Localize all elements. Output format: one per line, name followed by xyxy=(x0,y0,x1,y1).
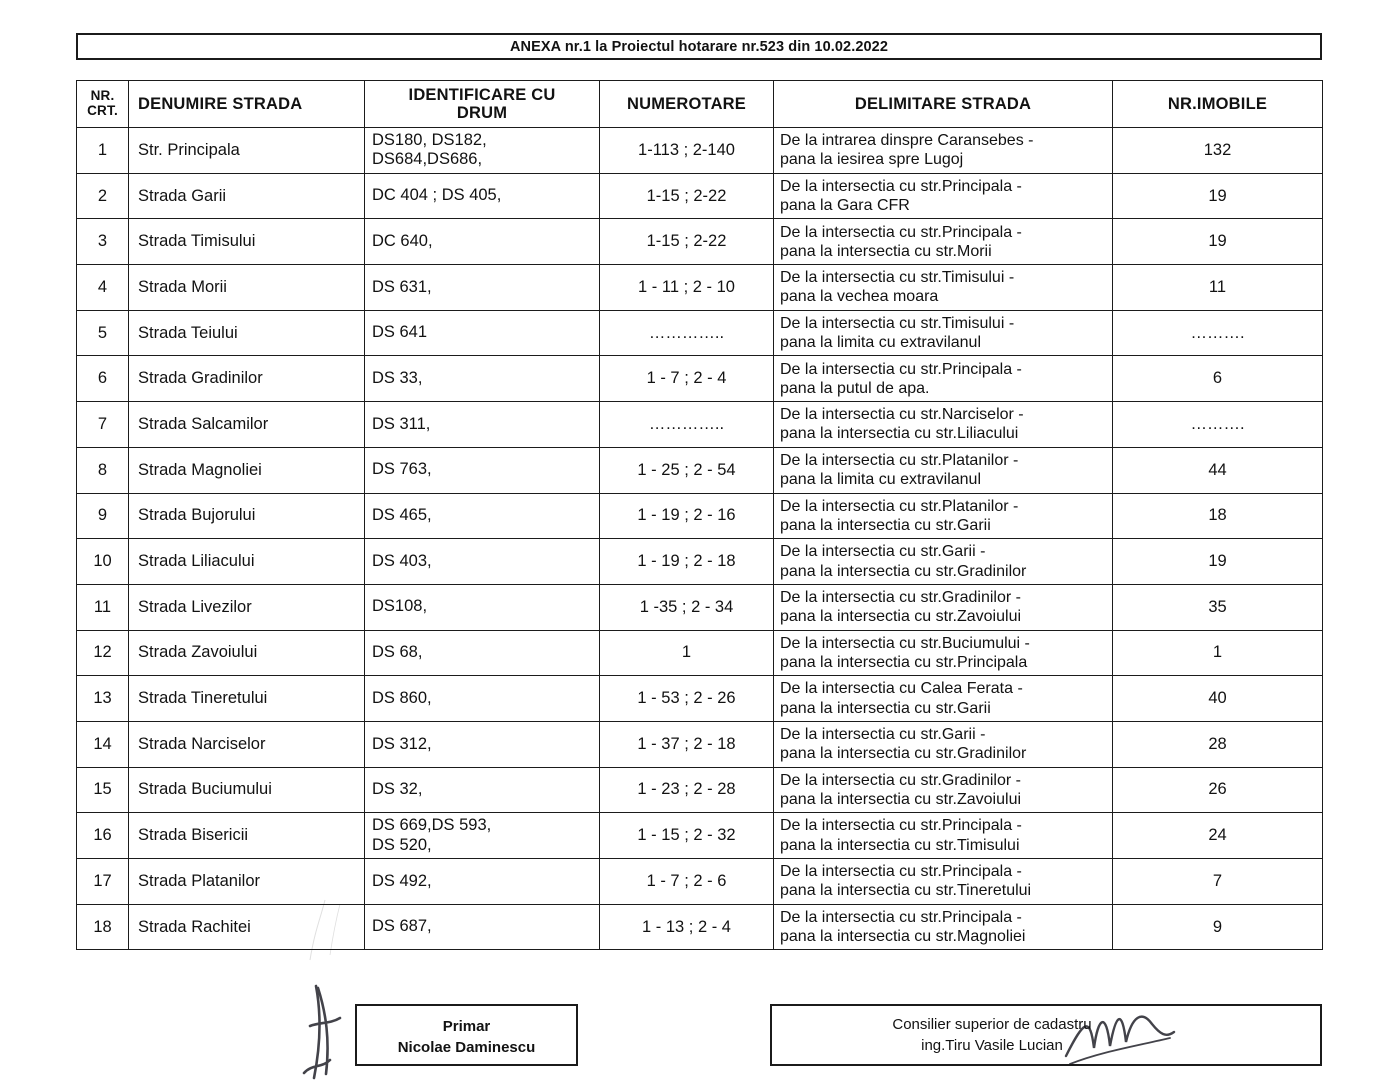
cell-delimitare-line2: pana la putul de apa. xyxy=(780,379,930,397)
cell-delimitare-strada xyxy=(774,219,1113,265)
cell-identificare-line1: DS 687, xyxy=(372,917,432,936)
cell-delimitare-line2: pana la intersectia cu str.Magnoliei xyxy=(780,928,1026,946)
table-row xyxy=(77,265,1323,311)
cell-delimitare-strada xyxy=(774,310,1113,356)
cell-delimitare-line1: De la intersectia cu Calea Ferata - xyxy=(780,680,1023,698)
cell-numerotare: 1 - 19 ; 2 - 16 xyxy=(600,493,774,539)
cell-delimitare-line1: De la intersectia cu str.Garii - xyxy=(780,726,986,744)
cell-identificare-drum xyxy=(365,539,600,585)
cadastru-name: ing.Tiru Vasile Lucian xyxy=(921,1037,1063,1055)
cell-identificare-drum xyxy=(365,630,600,676)
cell-nr-crt: 10 xyxy=(77,539,129,585)
cell-denumire-strada: Strada Teiului xyxy=(129,310,365,356)
table-row xyxy=(77,676,1323,722)
cell-numerotare: 1 xyxy=(600,630,774,676)
cell-identificare-line1: DS 631, xyxy=(372,277,432,296)
cell-delimitare-line2: pana la limita cu extravilanul xyxy=(780,334,981,352)
cell-delimitare-line1: De la intersectia cu str.Platanilor - xyxy=(780,451,1019,469)
cell-nr-imobile: 19 xyxy=(1113,219,1323,265)
cell-nr-imobile: 132 xyxy=(1113,128,1323,174)
cell-delimitare-line2: pana la intersectia cu str.Zavoiului xyxy=(780,790,1022,808)
table-row xyxy=(77,447,1323,493)
cell-identificare-line1: DS 669,DS 593, xyxy=(372,816,492,835)
table-row xyxy=(77,813,1323,859)
cell-nr-crt: 6 xyxy=(77,356,129,402)
cell-denumire-strada: Strada Tineretului xyxy=(129,676,365,722)
cell-identificare-drum xyxy=(365,584,600,630)
cell-numerotare: 1 - 15 ; 2 - 32 xyxy=(600,813,774,859)
cell-nr-imobile: ………. xyxy=(1113,310,1323,356)
column-header-identificare-cu-drum xyxy=(365,81,600,128)
table-row xyxy=(77,539,1323,585)
cell-identificare-line1: DS 312, xyxy=(372,734,432,753)
cell-delimitare-line2: pana la intersectia cu str.Tineretului xyxy=(780,882,1032,900)
cell-delimitare-strada xyxy=(774,447,1113,493)
cell-delimitare-line1: De la intersectia cu str.Principala - xyxy=(780,177,1022,195)
cell-nr-imobile: 24 xyxy=(1113,813,1323,859)
column-header-nr-imobile: NR.IMOBILE xyxy=(1113,81,1323,128)
cell-nr-imobile: 6 xyxy=(1113,356,1323,402)
table-row xyxy=(77,219,1323,265)
cell-nr-imobile: ………. xyxy=(1113,402,1323,448)
cell-delimitare-line2: pana la intersectia cu str.Garii xyxy=(780,516,991,534)
cell-numerotare: ………….. xyxy=(600,310,774,356)
cell-denumire-strada: Strada Rachitei xyxy=(129,904,365,950)
cell-nr-imobile: 28 xyxy=(1113,721,1323,767)
cell-identificare-drum xyxy=(365,402,600,448)
primar-title: Primar xyxy=(442,1018,491,1035)
cell-denumire-strada: Strada Liliacului xyxy=(129,539,365,585)
cell-nr-crt: 7 xyxy=(77,402,129,448)
cell-denumire-strada: Strada Bisericii xyxy=(129,813,365,859)
table-row xyxy=(77,859,1323,905)
cell-numerotare: 1 - 37 ; 2 - 18 xyxy=(600,721,774,767)
table-row xyxy=(77,402,1323,448)
cell-numerotare: 1 - 7 ; 2 - 6 xyxy=(600,859,774,905)
cell-denumire-strada: Strada Platanilor xyxy=(129,859,365,905)
table-row xyxy=(77,128,1323,174)
cell-nr-imobile: 40 xyxy=(1113,676,1323,722)
table-row xyxy=(77,173,1323,219)
cell-identificare-line1: DS 403, xyxy=(372,551,432,570)
cell-identificare-line1: DC 404 ; DS 405, xyxy=(372,186,502,205)
cell-nr-crt: 14 xyxy=(77,721,129,767)
cell-delimitare-line2: pana la Gara CFR xyxy=(780,197,910,215)
cell-denumire-strada: Str. Principala xyxy=(129,128,365,174)
cell-nr-crt: 4 xyxy=(77,265,129,311)
cell-numerotare: 1-15 ; 2-22 xyxy=(600,219,774,265)
cell-delimitare-strada xyxy=(774,539,1113,585)
table-row xyxy=(77,630,1323,676)
table-row xyxy=(77,493,1323,539)
cell-denumire-strada: Strada Narciselor xyxy=(129,721,365,767)
table-header-row xyxy=(77,81,1323,128)
cell-identificare-drum xyxy=(365,219,600,265)
cell-identificare-line1: DS 641 xyxy=(372,323,428,342)
cell-nr-crt: 9 xyxy=(77,493,129,539)
cell-identificare-drum xyxy=(365,904,600,950)
cell-identificare-line1: DS 763, xyxy=(372,460,432,479)
cell-identificare-line1: DS 311, xyxy=(372,414,431,433)
column-header-numerotare: NUMEROTARE xyxy=(600,81,774,128)
table-row xyxy=(77,584,1323,630)
cadastru-title: Consilier superior de cadastru xyxy=(892,1016,1092,1033)
cell-denumire-strada: Strada Zavoiului xyxy=(129,630,365,676)
cell-numerotare: 1 - 25 ; 2 - 54 xyxy=(600,447,774,493)
cell-delimitare-strada xyxy=(774,265,1113,311)
cell-delimitare-strada xyxy=(774,173,1113,219)
cell-delimitare-line2: pana la vechea moara xyxy=(780,288,939,306)
primar-signature-box xyxy=(355,1004,578,1066)
cell-identificare-drum xyxy=(365,447,600,493)
cell-numerotare: 1-113 ; 2-140 xyxy=(600,128,774,174)
cell-identificare-drum xyxy=(365,721,600,767)
column-header-identificare-line1: IDENTIFICARE CU xyxy=(408,85,556,104)
cell-nr-imobile: 9 xyxy=(1113,904,1323,950)
cell-denumire-strada: Strada Livezilor xyxy=(129,584,365,630)
cell-delimitare-strada xyxy=(774,402,1113,448)
cell-nr-crt: 16 xyxy=(77,813,129,859)
cell-nr-crt: 17 xyxy=(77,859,129,905)
cell-identificare-line1: DS 32, xyxy=(372,780,423,799)
cell-numerotare: 1 -35 ; 2 - 34 xyxy=(600,584,774,630)
cell-nr-imobile: 11 xyxy=(1113,265,1323,311)
cell-identificare-drum xyxy=(365,859,600,905)
cell-denumire-strada: Strada Salcamilor xyxy=(129,402,365,448)
cell-delimitare-line1: De la intersectia cu str.Timisului - xyxy=(780,314,1015,332)
cell-identificare-line1: DS 492, xyxy=(372,871,432,890)
cell-delimitare-strada xyxy=(774,128,1113,174)
cell-numerotare: 1 - 11 ; 2 - 10 xyxy=(600,265,774,311)
cell-nr-crt: 8 xyxy=(77,447,129,493)
cell-delimitare-line2: pana la intersectia cu str.Morii xyxy=(780,242,992,260)
cell-delimitare-line1: De la intrarea dinspre Caransebes - xyxy=(780,132,1034,150)
cell-nr-crt: 1 xyxy=(77,128,129,174)
cell-delimitare-line1: De la intersectia cu str.Timisului - xyxy=(780,269,1015,287)
cell-delimitare-strada xyxy=(774,630,1113,676)
cell-delimitare-line2: pana la intersectia cu str.Timisului xyxy=(780,836,1020,854)
cell-delimitare-line2: pana la intersectia cu str.Gradinilor xyxy=(780,562,1027,580)
cell-numerotare: 1 - 53 ; 2 - 26 xyxy=(600,676,774,722)
cell-numerotare: 1-15 ; 2-22 xyxy=(600,173,774,219)
cell-delimitare-line1: De la intersectia cu str.Garii - xyxy=(780,543,986,561)
cell-delimitare-strada xyxy=(774,813,1113,859)
cell-numerotare: 1 - 7 ; 2 - 4 xyxy=(600,356,774,402)
cell-delimitare-line2: pana la intersectia cu str.Zavoiului xyxy=(780,608,1022,626)
cell-identificare-line1: DS 860, xyxy=(372,688,432,707)
cell-nr-imobile: 19 xyxy=(1113,173,1323,219)
cell-nr-imobile: 26 xyxy=(1113,767,1323,813)
cell-denumire-strada: Strada Gradinilor xyxy=(129,356,365,402)
cell-identificare-drum xyxy=(365,356,600,402)
cell-nr-crt: 12 xyxy=(77,630,129,676)
cell-identificare-drum xyxy=(365,265,600,311)
cell-delimitare-strada xyxy=(774,767,1113,813)
cell-delimitare-line1: De la intersectia cu str.Principala - xyxy=(780,908,1022,926)
cell-delimitare-line1: De la intersectia cu str.Gradinilor - xyxy=(780,589,1021,607)
cell-delimitare-line2: pana la intersectia cu str.Liliacului xyxy=(780,425,1019,443)
cell-numerotare: 1 - 13 ; 2 - 4 xyxy=(600,904,774,950)
cell-denumire-strada: Strada Timisului xyxy=(129,219,365,265)
cell-identificare-drum xyxy=(365,310,600,356)
cell-delimitare-line2: pana la limita cu extravilanul xyxy=(780,471,981,489)
cell-nr-crt: 13 xyxy=(77,676,129,722)
cell-delimitare-line1: De la intersectia cu str.Buciumului - xyxy=(780,634,1030,652)
cell-identificare-drum xyxy=(365,493,600,539)
column-header-identificare-line2: DRUM xyxy=(456,104,508,122)
cell-identificare-line2: DS 520, xyxy=(372,835,432,854)
cell-nr-imobile: 1 xyxy=(1113,630,1323,676)
cell-delimitare-strada xyxy=(774,584,1113,630)
cell-identificare-line2: DS684,DS686, xyxy=(372,150,483,169)
cell-nr-crt: 2 xyxy=(77,173,129,219)
table-row xyxy=(77,767,1323,813)
table-row xyxy=(77,310,1323,356)
cell-denumire-strada: Strada Bujorului xyxy=(129,493,365,539)
document-header-band xyxy=(76,33,1322,60)
cell-nr-crt: 3 xyxy=(77,219,129,265)
cell-identificare-line1: DC 640, xyxy=(372,231,433,250)
table-body xyxy=(77,128,1323,950)
cell-numerotare: ………….. xyxy=(600,402,774,448)
cell-nr-imobile: 18 xyxy=(1113,493,1323,539)
cell-delimitare-line2: pana la iesirea spre Lugoj xyxy=(780,151,964,169)
cell-identificare-line1: DS180, DS182, xyxy=(372,130,487,149)
column-header-nr-line1: NR. xyxy=(90,88,115,104)
cell-numerotare: 1 - 19 ; 2 - 18 xyxy=(600,539,774,585)
cell-identificare-drum xyxy=(365,173,600,219)
cell-delimitare-line1: De la intersectia cu str.Principala - xyxy=(780,863,1022,881)
column-header-delimitare-strada: DELIMITARE STRADA xyxy=(774,81,1113,128)
column-header-denumire-strada: DENUMIRE STRADA xyxy=(129,81,365,128)
primar-name: Nicolae Daminescu xyxy=(397,1039,536,1057)
cell-delimitare-line2: pana la intersectia cu str.Gradinilor xyxy=(780,745,1027,763)
cell-denumire-strada: Strada Garii xyxy=(129,173,365,219)
cell-delimitare-line1: De la intersectia cu str.Platanilor - xyxy=(780,497,1019,515)
cell-delimitare-line1: De la intersectia cu str.Principala - xyxy=(780,223,1022,241)
cell-nr-imobile: 35 xyxy=(1113,584,1323,630)
cell-nr-crt: 15 xyxy=(77,767,129,813)
cell-delimitare-line1: De la intersectia cu str.Gradinilor - xyxy=(780,771,1021,789)
table-row xyxy=(77,721,1323,767)
streets-table xyxy=(76,80,1323,950)
cell-denumire-strada: Strada Buciumului xyxy=(129,767,365,813)
cell-identificare-line1: DS 68, xyxy=(372,643,423,662)
cell-nr-imobile: 19 xyxy=(1113,539,1323,585)
cell-nr-crt: 11 xyxy=(77,584,129,630)
cell-delimitare-line1: De la intersectia cu str.Narciselor - xyxy=(780,406,1024,424)
cell-delimitare-strada xyxy=(774,356,1113,402)
cell-delimitare-strada xyxy=(774,904,1113,950)
cell-delimitare-strada xyxy=(774,676,1113,722)
cell-identificare-line1: DS108, xyxy=(372,597,428,616)
table-row xyxy=(77,904,1323,950)
cell-delimitare-strada xyxy=(774,859,1113,905)
cell-nr-crt: 18 xyxy=(77,904,129,950)
cell-identificare-drum xyxy=(365,676,600,722)
cell-denumire-strada: Strada Magnoliei xyxy=(129,447,365,493)
cell-delimitare-strada xyxy=(774,721,1113,767)
table-row xyxy=(77,356,1323,402)
column-header-nr-line2: CRT. xyxy=(87,103,118,118)
cell-numerotare: 1 - 23 ; 2 - 28 xyxy=(600,767,774,813)
cell-identificare-drum xyxy=(365,767,600,813)
cell-identificare-line1: DS 465, xyxy=(372,506,432,525)
cell-delimitare-strada xyxy=(774,493,1113,539)
column-header-nr-crt xyxy=(77,81,129,128)
cell-nr-imobile: 7 xyxy=(1113,859,1323,905)
document-title: ANEXA nr.1 la Proiectul hotarare nr.523 din 10.02.2022 xyxy=(509,38,888,55)
cell-delimitare-line1: De la intersectia cu str.Principala - xyxy=(780,360,1022,378)
cell-identificare-line1: DS 33, xyxy=(372,369,423,388)
cell-identificare-drum xyxy=(365,813,600,859)
cell-nr-imobile: 44 xyxy=(1113,447,1323,493)
table-header xyxy=(77,81,1323,128)
cadastru-signature-box xyxy=(770,1004,1322,1066)
cell-nr-crt: 5 xyxy=(77,310,129,356)
cell-delimitare-line1: De la intersectia cu str.Principala - xyxy=(780,817,1022,835)
cell-identificare-drum xyxy=(365,128,600,174)
cell-delimitare-line2: pana la intersectia cu str.Principala xyxy=(780,653,1028,671)
cell-delimitare-line2: pana la intersectia cu str.Garii xyxy=(780,699,991,717)
cell-denumire-strada: Strada Morii xyxy=(129,265,365,311)
